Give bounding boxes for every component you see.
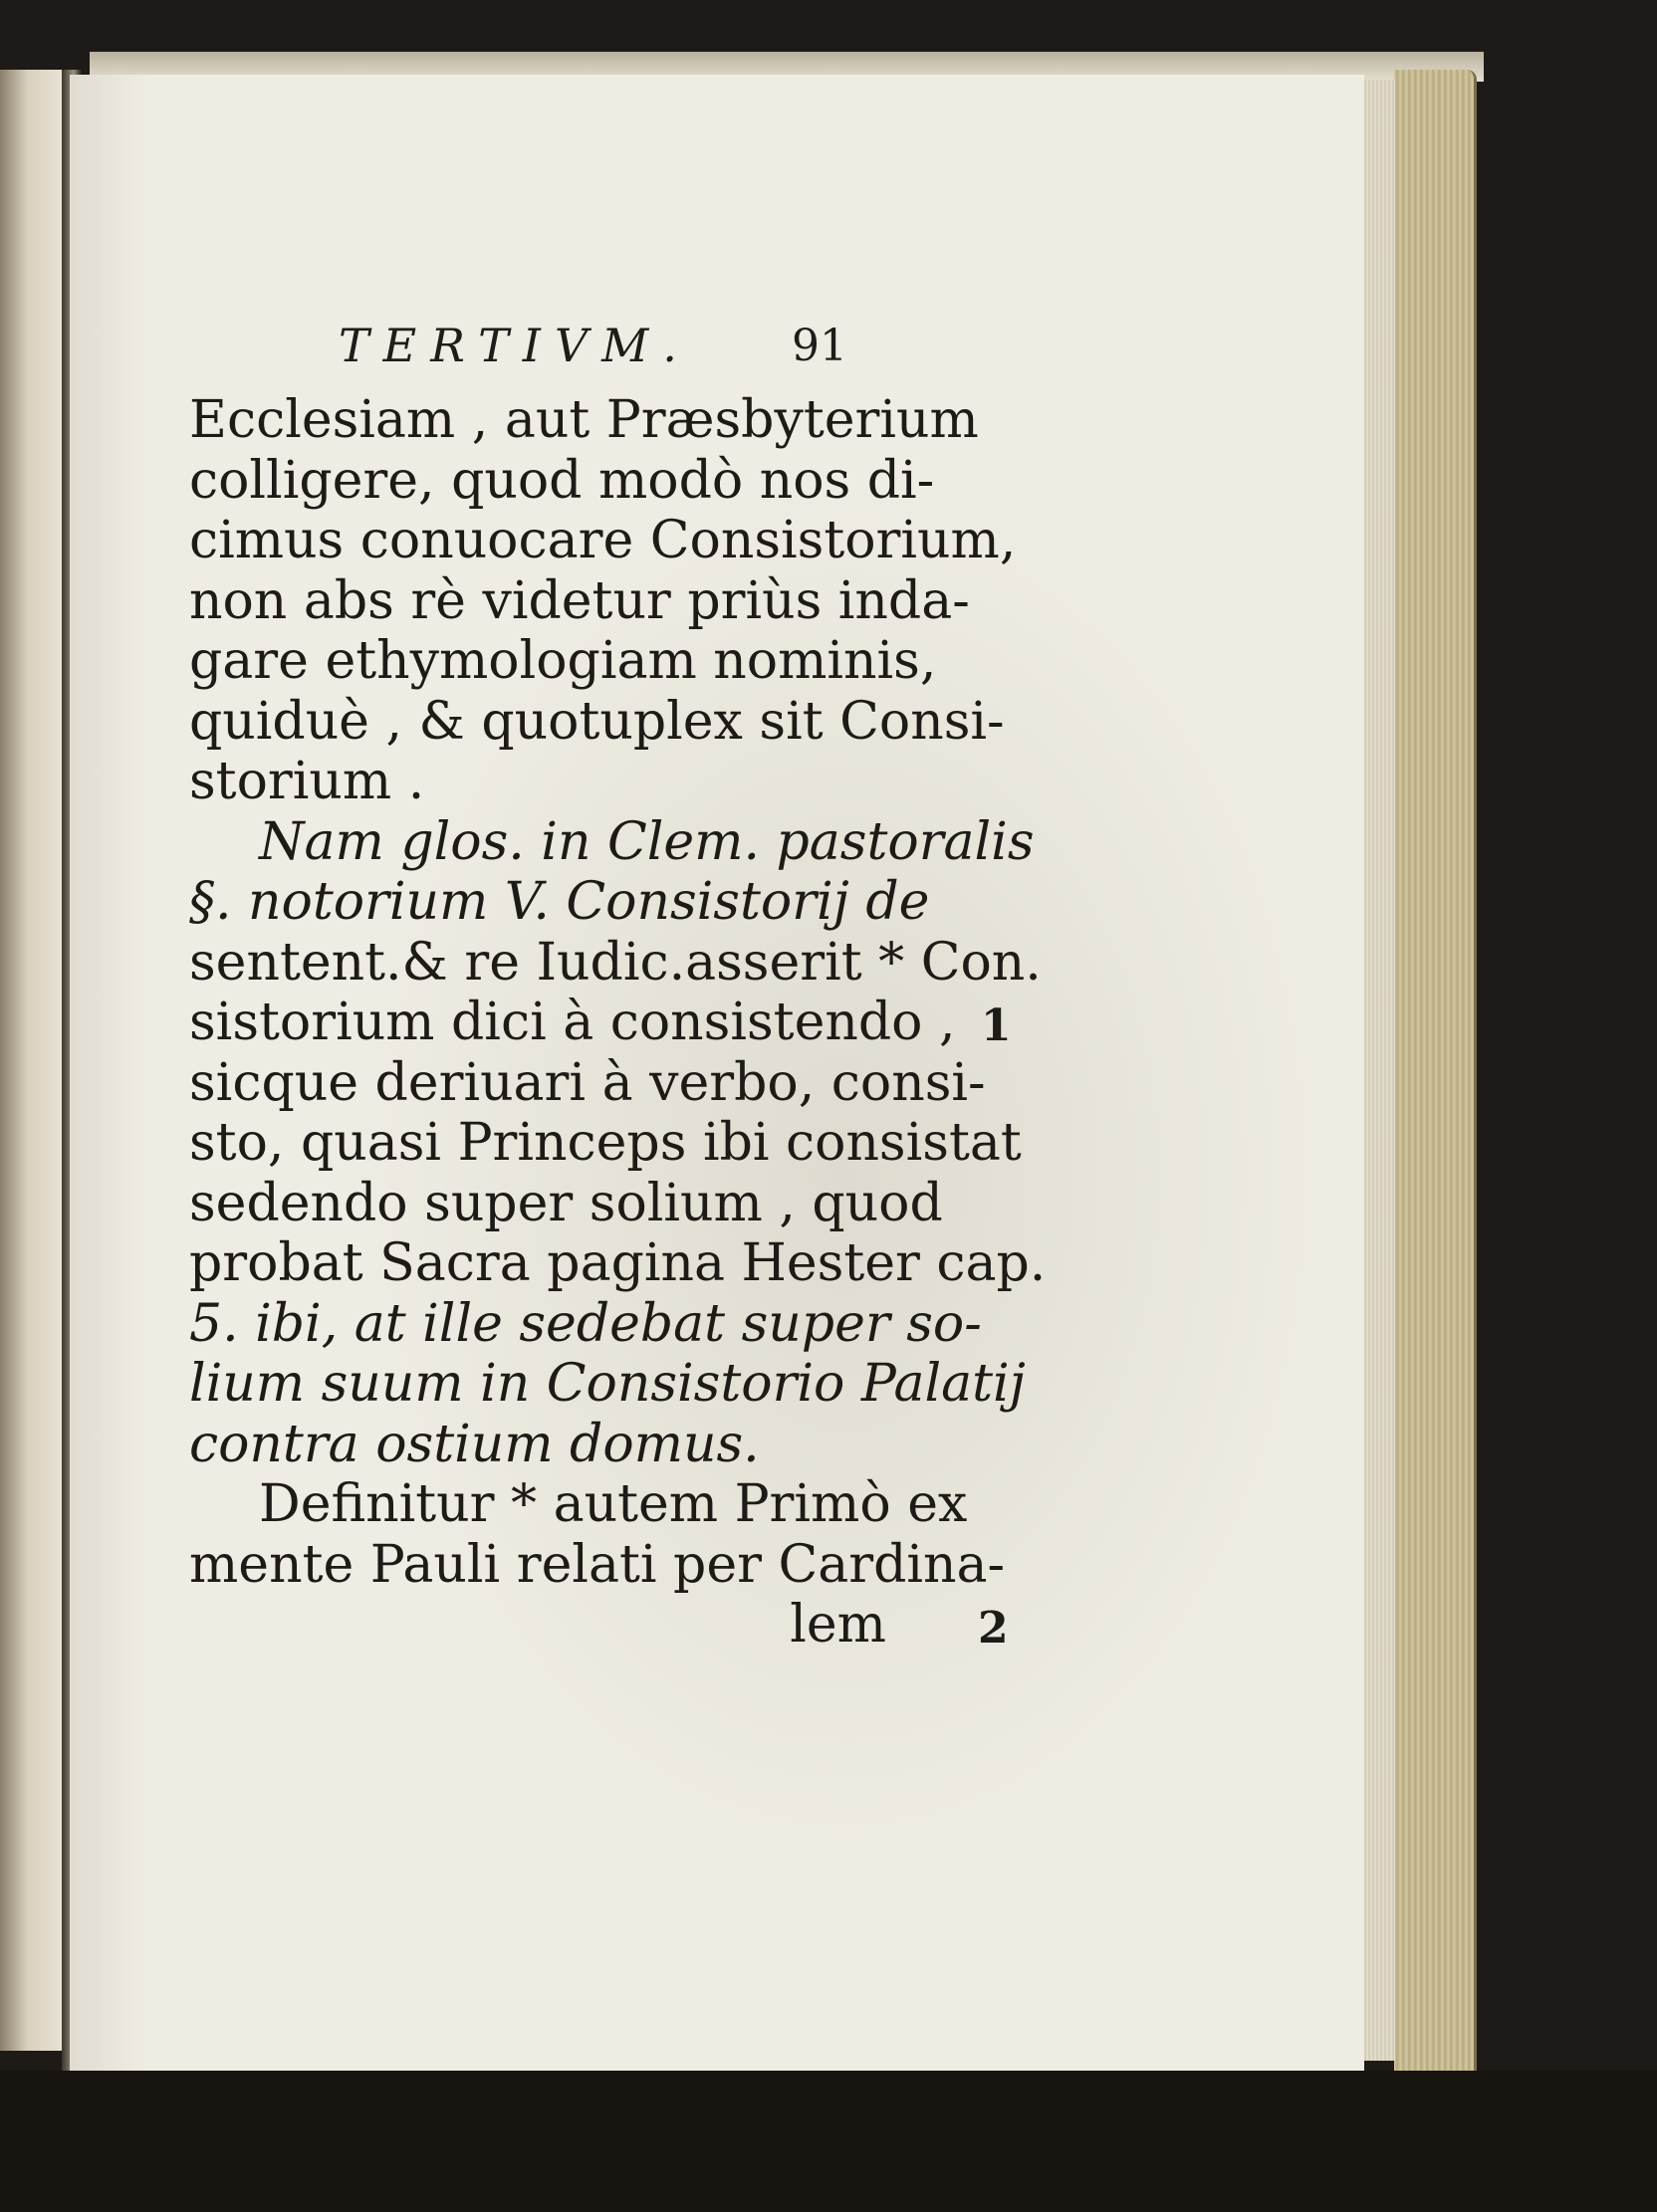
text-line: colligere, quod modò nos di- — [189, 450, 935, 511]
text-line: Definitur * autem Primò ex — [259, 1474, 968, 1534]
catchword: lem — [790, 1595, 886, 1655]
page-number: 91 — [792, 321, 847, 371]
text-line: sentent.& re Iudic.asserit * Con. — [189, 932, 1042, 993]
text-line: cimus conuocare Consistorium, — [189, 511, 1017, 570]
text-line: quiduè , & quotuplex sit Consi- — [189, 691, 1005, 752]
text-line: Nam glos. in Clem. pastoralis — [259, 811, 1035, 872]
text-line: Ecclesiam , aut Præsbyterium — [189, 390, 979, 450]
text-line: 5. ibi, at ille sedebat super so- — [189, 1293, 982, 1354]
text-line: mente Pauli relati per Cardina- — [189, 1534, 1006, 1595]
left-facing-page — [0, 70, 70, 2051]
text-line: contra ostium domus. — [189, 1414, 760, 1474]
running-head: TERTIVM. — [339, 319, 691, 372]
text-line: sicque deriuari à verbo, consi- — [189, 1052, 986, 1113]
text-line: non abs rè videtur priùs inda- — [189, 570, 970, 631]
margin-note-1: 1 — [981, 1000, 1012, 1051]
book-fore-edge — [1394, 70, 1477, 2081]
text-line: storium . — [189, 752, 425, 811]
text-line: sedendo super solium , quod — [189, 1173, 943, 1233]
background-surface — [0, 2071, 1657, 2212]
margin-note-2: 2 — [978, 1603, 1009, 1654]
text-line: §. notorium V. Consistorij de — [189, 872, 930, 932]
text-line: gare ethymologiam nominis, — [189, 631, 937, 691]
text-line: lium suum in Consistorio Palatij — [189, 1354, 1026, 1414]
text-line: probat Sacra pagina Hester cap. — [189, 1233, 1047, 1293]
text-line: sto, quasi Princeps ibi consistat — [189, 1113, 1022, 1173]
body-text — [189, 390, 1047, 1656]
text-line: sistorium dici à consistendo , — [189, 993, 956, 1052]
